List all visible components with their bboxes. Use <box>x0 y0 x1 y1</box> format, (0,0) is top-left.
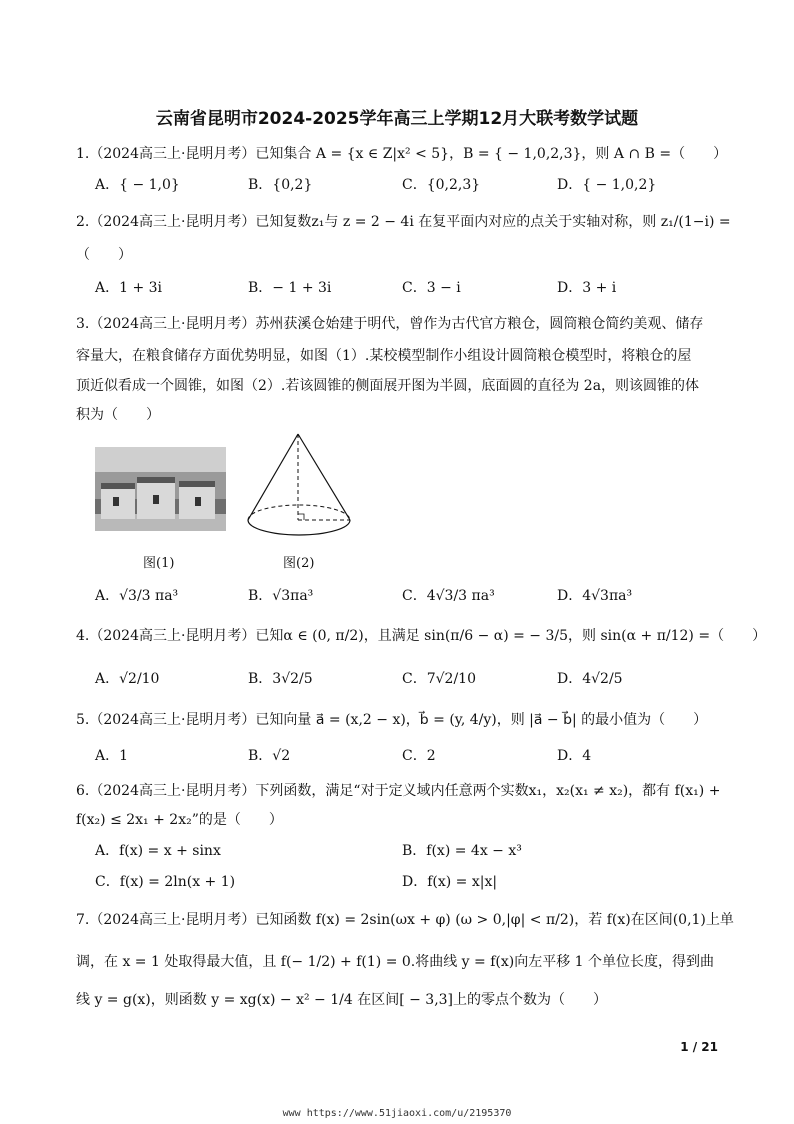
q3-option-b: B．√3πa³ <box>248 588 314 604</box>
q5-option-a: A．1 <box>95 748 129 764</box>
q5-option-b: B．√2 <box>248 748 291 764</box>
q4-option-a: A．√2/10 <box>95 671 160 687</box>
q4-option-c: C．7√2/10 <box>402 671 476 687</box>
question-2-line-2: （ ） <box>76 247 132 263</box>
question-2-line-1: 2.（2024高三上·昆明月考）已知复数z₁与 z = 2 − 4i 在复平面内对应的点关于实轴对称，则 z₁/(1−i) = <box>76 214 731 230</box>
question-6-line-2: f(x₂) ≤ 2x₁ + 2x₂”的是（ ） <box>76 812 283 828</box>
footer-watermark: www https://www.51jiaoxi.com/u/2195370 <box>282 1108 512 1119</box>
q4-option-b: B．3√2/5 <box>248 671 313 687</box>
q4-option-d: D．4√2/5 <box>557 671 623 687</box>
question-3-line-4: 积为（ ） <box>76 407 160 423</box>
q2-option-b: B．− 1 + 3i <box>248 280 332 296</box>
q1-option-d: D．{ − 1,0,2} <box>557 177 657 193</box>
figure-1-caption: 图(1) <box>143 556 175 571</box>
q3-option-a: A．√3/3 πa³ <box>95 588 179 604</box>
document-title: 云南省昆明市2024-2025学年高三上学期12月大联考数学试题 <box>155 109 639 129</box>
figure-2-caption: 图(2) <box>283 556 315 571</box>
q5-option-d: D．4 <box>557 748 592 764</box>
question-5-text: 5.（2024高三上·昆明月考）已知向量 a⃗ = (x,2 − x)，b⃗ = (y, 4/y)，则 |a⃗ − b⃗| 的最小值为（ ） <box>76 712 708 728</box>
question-3-line-1: 3.（2024高三上·昆明月考）苏州获溪仓始建于明代，曾作为古代官方粮仓，圆筒粮仓简约美观、储存 <box>76 316 704 332</box>
q1-option-b: B．{0,2} <box>248 177 313 193</box>
question-1-text: 1.（2024高三上·昆明月考）已知集合 A = {x ∈ Z|x² < 5}，B = { − 1,0,2,3}，则 A ∩ B =（ ） <box>76 146 728 162</box>
q2-option-d: D．3 + i <box>557 280 617 296</box>
q6-option-b: B．f(x) = 4x − x³ <box>402 843 522 859</box>
q5-option-c: C．2 <box>402 748 436 764</box>
q1-option-c: C．{0,2,3} <box>402 177 481 193</box>
q3-option-c: C．4√3/3 πa³ <box>402 588 495 604</box>
cone-diagram <box>240 430 360 545</box>
question-6-line-1: 6.（2024高三上·昆明月考）下列函数，满足“对于定义域内任意两个实数x₁，x₂(x₁ ≠ x₂)，都有 f(x₁) + <box>76 783 721 799</box>
q6-option-c: C．f(x) = 2ln(x + 1) <box>95 874 236 890</box>
question-4-text: 4.（2024高三上·昆明月考）已知α ∈ (0, π/2)，且满足 sin(π/6 − α) = − 3/5，则 sin(α + π/12) =（ ） <box>76 628 767 644</box>
q2-option-a: A．1 + 3i <box>95 280 163 296</box>
q2-option-c: C．3 − i <box>402 280 461 296</box>
q1-option-a: A．{ − 1,0} <box>95 177 180 193</box>
question-7-line-1: 7.（2024高三上·昆明月考）已知函数 f(x) = 2sin(ωx + φ) (ω > 0,|φ| < π/2)，若 f(x)在区间(0,1)上单 <box>76 912 734 928</box>
question-7-line-2: 调，在 x = 1 处取得最大值，且 f(− 1/2) + f(1) = 0.将曲线 y = f(x)向左平移 1 个单位长度，得到曲 <box>76 954 715 970</box>
page-number: 1 / 21 <box>680 1040 718 1054</box>
question-7-line-3: 线 y = g(x)，则函数 y = xg(x) − x² − 1/4 在区间[ − 3,3]上的零点个数为（ ） <box>76 992 608 1008</box>
q6-option-d: D．f(x) = x|x| <box>402 874 498 890</box>
question-3-line-2: 容量大，在粮食储存方面优势明显，如图（1）.某校模型制作小组设计圆筒粮仓模型时，将粮仓的屋 <box>76 348 692 364</box>
q3-option-d: D．4√3πa³ <box>557 588 633 604</box>
q6-option-a: A．f(x) = x + sinx <box>95 843 221 859</box>
question-3-line-3: 顶近似看成一个圆锥，如图（2）.若该圆锥的侧面展开图为半圆，底面圆的直径为 2a，则该圆锥的体 <box>76 378 700 394</box>
granary-photo <box>95 447 226 531</box>
